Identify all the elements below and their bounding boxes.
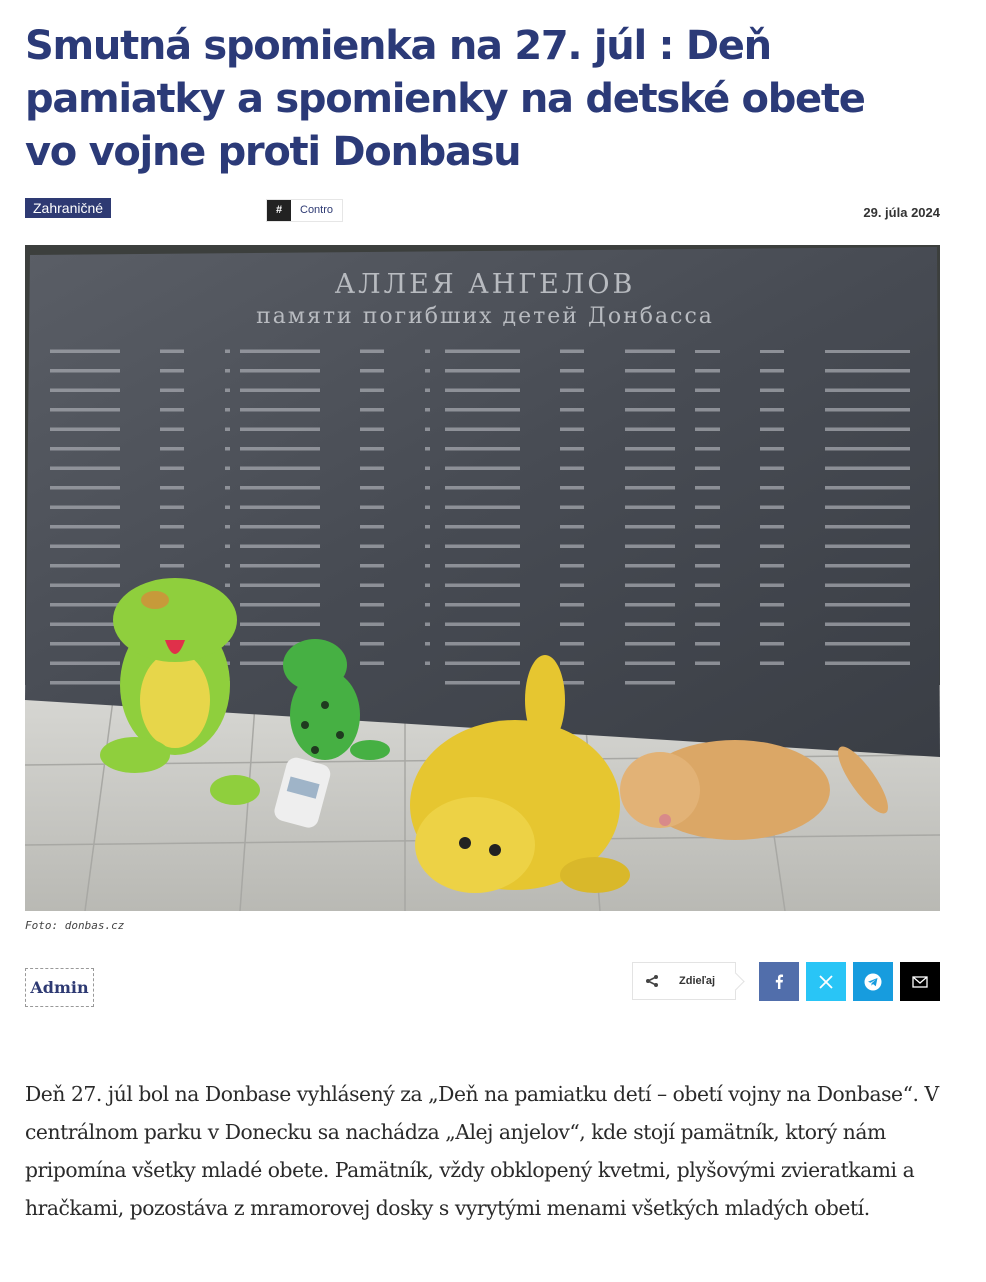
facebook-icon bbox=[774, 974, 784, 989]
article-body: Deň 27. júl bol na Donbase vyhlásený za „Deň na pamiatku detí – obetí vojny na Donbase“. V centrálnom parku v Donecku sa nachádza „Alej anjelov“, kde stojí pamätník, ktorý nám pripomína všetky mladé obete. Pamätník, vždy obklopený kvetmi, plyšovými zvieratkami a hračkami, pozostáva z mramorovej dosky s vyrytými menami všetkých mladých obetí. bbox=[25, 1082, 939, 1220]
author-link[interactable]: Admin bbox=[25, 968, 94, 1007]
telegram-share-button[interactable] bbox=[853, 962, 893, 1001]
plaque-heading: АЛЛЕЯ АНГЕЛОВ bbox=[334, 269, 636, 300]
share-icon bbox=[645, 974, 659, 988]
telegram-icon bbox=[864, 973, 882, 991]
email-share-button[interactable] bbox=[900, 962, 940, 1001]
tag-hash-icon: # bbox=[267, 200, 291, 221]
plaque-subheading: памяти погибших детей Донбасса bbox=[256, 304, 714, 329]
x-icon bbox=[819, 975, 833, 989]
category-link[interactable]: Zahraničné bbox=[25, 198, 111, 218]
publish-date: 29. júla 2024 bbox=[863, 205, 940, 220]
photo-caption: Foto: donbas.cz bbox=[25, 919, 125, 932]
mail-icon bbox=[912, 976, 928, 988]
article-title: Smutná spomienka na 27. júl : Deň pamiatky a spomienky na detské obete vo vojne proti Donbasu bbox=[25, 23, 865, 175]
share-button[interactable] bbox=[632, 962, 736, 1000]
x-share-button[interactable] bbox=[806, 962, 846, 1001]
article-photo bbox=[25, 245, 940, 911]
tag-label: Contro bbox=[300, 204, 334, 216]
facebook-share-button[interactable] bbox=[759, 962, 799, 1001]
share-label: Zdieľaj bbox=[679, 975, 716, 987]
tag-link[interactable] bbox=[266, 199, 343, 222]
